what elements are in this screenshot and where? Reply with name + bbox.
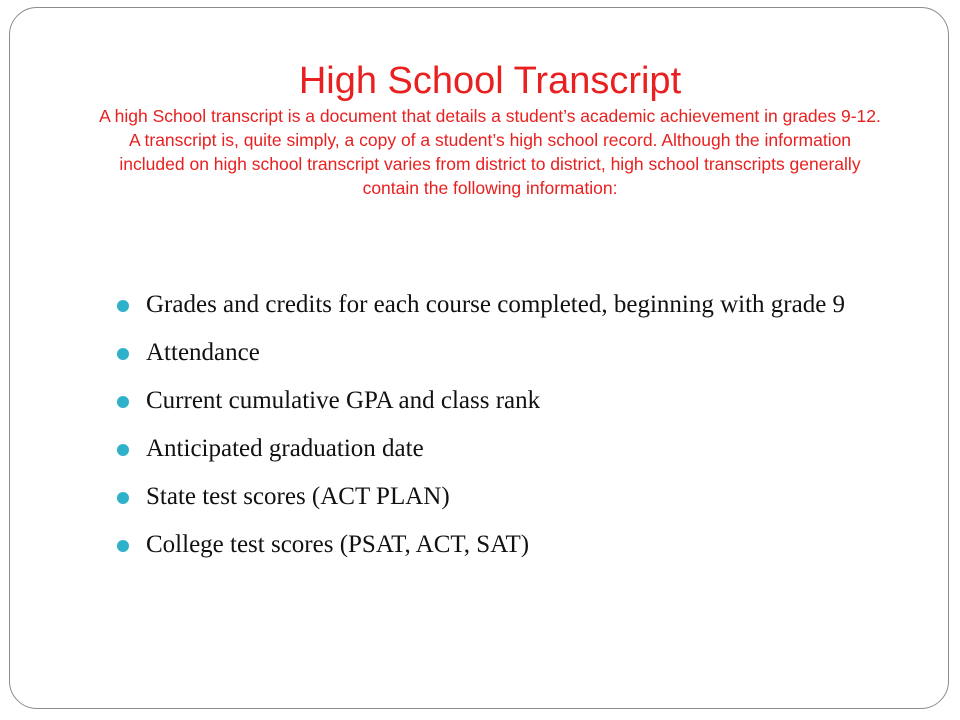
list-item <box>114 337 874 369</box>
bullet-text: State test scores (ACT PLAN) <box>146 483 450 510</box>
bullet-icon <box>117 444 129 456</box>
title-block <box>70 58 910 200</box>
list-item <box>114 433 874 465</box>
list-item <box>114 289 874 321</box>
bullet-text: Grades and credits for each course completed, beginning with grade 9 <box>146 291 846 318</box>
bullet-text: College test scores (PSAT, ACT, SAT) <box>146 531 530 558</box>
list-item <box>114 529 874 561</box>
slide-subtitle: A high School transcript is a document that details a student’s academic achievement in grades 9-12. A transcript is, quite simply, a copy of a student’s high school record. Although the information included on high school transcript varies from district to district, high school transcripts generally contain the following information: <box>99 106 881 198</box>
slide-title: High School Transcript <box>298 60 682 102</box>
bullet-icon <box>117 300 129 312</box>
bullet-icon <box>117 540 129 552</box>
bullet-text: Current cumulative GPA and class rank <box>146 387 541 414</box>
bullet-text: Attendance <box>146 339 260 366</box>
bullet-icon <box>117 492 129 504</box>
list-item <box>114 385 874 417</box>
bullet-icon <box>117 396 129 408</box>
list-item <box>114 481 874 513</box>
bullet-icon <box>117 348 129 360</box>
bullet-list <box>114 289 874 577</box>
bullet-text: Anticipated graduation date <box>146 435 424 462</box>
slide-frame <box>9 7 949 709</box>
